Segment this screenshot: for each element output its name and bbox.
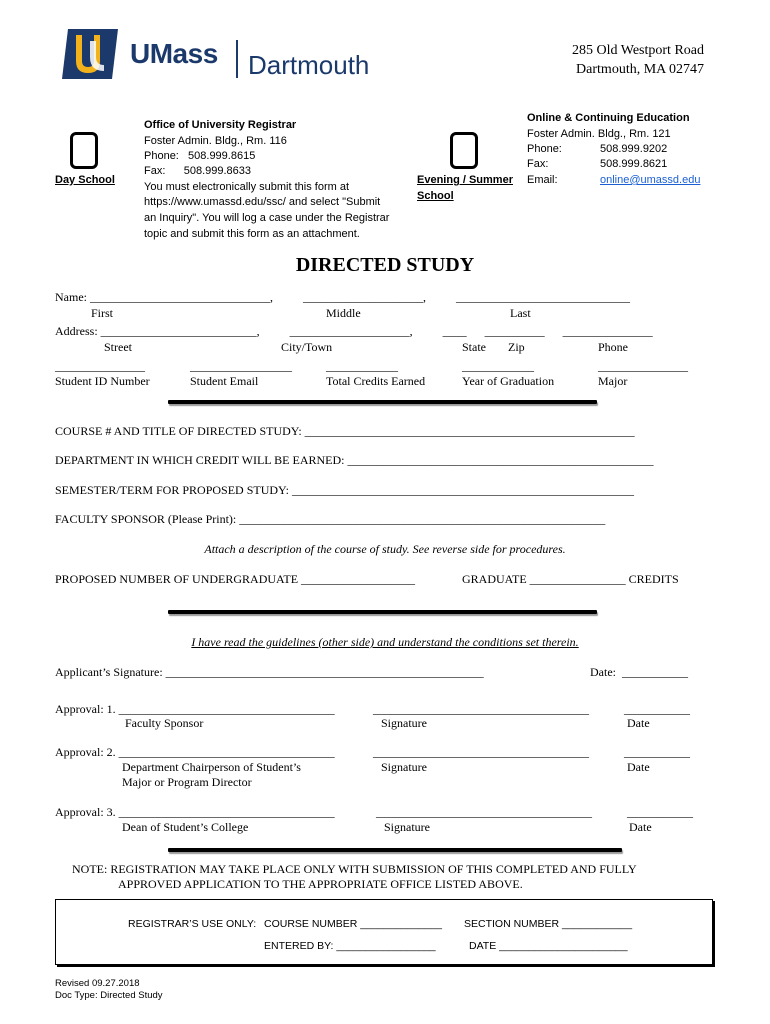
brand-umass: UMass: [130, 38, 218, 69]
approval-3-field[interactable]: Approval: 3. ____________________________________: [55, 805, 335, 819]
umass-logo: [60, 27, 122, 81]
attach-description-note: Attach a description of the course of study. See reverse side for procedures.: [204, 542, 566, 556]
address-line2: Dartmouth, MA 02747: [576, 62, 704, 77]
year-graduation-blank[interactable]: ____________: [462, 359, 534, 373]
registrar-note-3: an Inquiry". You will log a case under the Registrar: [144, 212, 390, 224]
online-fax: 508.999.8621: [600, 158, 668, 170]
address-row: Address: __________________________, ____________________, ____ __________ _______________: [55, 324, 653, 338]
day-school-checkbox[interactable]: [70, 132, 98, 169]
dean-label: Dean of Student’s College: [122, 820, 249, 834]
registrar-fax: Fax: 508.999.8633: [144, 165, 252, 177]
online-phone-label: Phone:: [527, 143, 562, 155]
registrar-use-label: REGISTRAR’S USE ONLY:: [128, 918, 257, 930]
name-row: Name: ______________________________, ____________________, _____________________________: [55, 290, 630, 304]
signature-label-3: Signature: [384, 820, 430, 834]
total-credits-label: Total Credits Earned: [326, 374, 426, 388]
section-number-field[interactable]: SECTION NUMBER ____________: [464, 918, 633, 930]
online-building: Foster Admin. Bldg., Rm. 121: [527, 128, 671, 140]
registrar-use-box: [55, 899, 713, 965]
registrar-title: Office of University Registrar: [144, 119, 297, 131]
brand-dartmouth: Dartmouth: [248, 50, 370, 80]
online-fax-label: Fax:: [527, 158, 549, 170]
chairperson-label-2: Major or Program Director: [122, 775, 252, 789]
divider-rule-1: [168, 400, 597, 404]
major-label: Major: [598, 374, 628, 388]
course-title-field[interactable]: COURSE # AND TITLE OF DIRECTED STUDY: _______________________________________________________: [55, 424, 635, 438]
address-line1: 285 Old Westport Road: [572, 43, 704, 58]
state-label: State: [462, 340, 486, 354]
semester-field[interactable]: SEMESTER/TERM FOR PROPOSED STUDY: _________________________________________________________: [55, 483, 634, 497]
registrar-date-field[interactable]: DATE ______________________: [469, 940, 628, 952]
last-label: Last: [510, 306, 531, 320]
student-id-label: Student ID Number: [55, 374, 150, 388]
divider-rule-3: [168, 848, 622, 852]
registrar-note-1: You must electronically submit this form at: [144, 181, 350, 193]
approval-1-date[interactable]: ___________: [624, 702, 690, 716]
undergraduate-credits-field[interactable]: PROPOSED NUMBER OF UNDERGRADUATE ___________________: [55, 572, 416, 586]
major-blank[interactable]: _______________: [598, 359, 688, 373]
divider-rule-2: [168, 610, 597, 614]
graduate-credits-field[interactable]: GRADUATE ________________ CREDITS: [462, 572, 679, 586]
form-title: DIRECTED STUDY: [295, 254, 475, 276]
entered-by-field[interactable]: ENTERED BY: _________________: [264, 940, 436, 952]
registrar-phone: Phone: 508.999.8615: [144, 150, 256, 162]
course-number-field[interactable]: COURSE NUMBER ______________: [264, 918, 443, 930]
online-email-link[interactable]: online@umassd.edu: [600, 174, 701, 186]
registrar-note-2: https://www.umassd.edu/ssc/ and select "Submit: [144, 196, 381, 208]
guidelines-statement: I have read the guidelines (other side) and understand the conditions set therein.: [191, 635, 579, 649]
date-label-2: Date: [627, 760, 650, 774]
approval-2-field[interactable]: Approval: 2. ____________________________________: [55, 745, 335, 759]
registrar-note-4: topic and submit this form as an attachment.: [144, 228, 360, 240]
year-graduation-label: Year of Graduation: [462, 374, 555, 388]
city-label: City/Town: [281, 340, 333, 354]
approval-3-date[interactable]: ___________: [627, 805, 693, 819]
online-email-label: Email:: [527, 174, 558, 186]
department-field[interactable]: DEPARTMENT IN WHICH CREDIT WILL BE EARNED: ___________________________________________________: [55, 453, 654, 467]
approval-3-signature[interactable]: ____________________________________: [376, 805, 592, 819]
evening-summer-checkbox[interactable]: [450, 132, 478, 169]
brand-divider: [236, 40, 238, 78]
faculty-sponsor-label: Faculty Sponsor: [125, 716, 204, 730]
middle-label: Middle: [326, 306, 361, 320]
online-phone: 508.999.9202: [600, 143, 668, 155]
registration-note-1: NOTE: REGISTRATION MAY TAKE PLACE ONLY WITH SUBMISSION OF THIS COMPLETED AND FULLY: [72, 862, 637, 876]
doc-type: Doc Type: Directed Study: [55, 990, 163, 1001]
street-label: Street: [104, 340, 132, 354]
registration-note-2: APPROVED APPLICATION TO THE APPROPRIATE OFFICE LISTED ABOVE.: [118, 877, 523, 891]
faculty-sponsor-field[interactable]: FACULTY SPONSOR (Please Print): _____________________________________________________________: [55, 512, 606, 526]
approval-2-date[interactable]: ___________: [624, 745, 690, 759]
student-email-blank[interactable]: _________________: [190, 359, 292, 373]
approval-1-signature[interactable]: ____________________________________: [373, 702, 589, 716]
total-credits-blank[interactable]: ____________: [326, 359, 398, 373]
day-school-label: Day School: [55, 174, 115, 186]
student-id-blank[interactable]: _______________: [55, 359, 145, 373]
approval-1-field[interactable]: Approval: 1. ____________________________________: [55, 702, 335, 716]
zip-label: Zip: [508, 340, 525, 354]
date-label-1: Date: [627, 716, 650, 730]
umass-logo-mark: [60, 27, 122, 81]
student-email-label: Student Email: [190, 374, 259, 388]
applicant-signature-field[interactable]: Applicant’s Signature: _____________________________________________________: [55, 665, 484, 679]
evening-summer-label-1: Evening / Summer: [417, 174, 513, 186]
chairperson-label-1: Department Chairperson of Student’s: [122, 760, 301, 774]
first-label: First: [91, 306, 114, 320]
evening-summer-label-2: School: [417, 190, 454, 202]
revised-date: Revised 09.27.2018: [55, 978, 140, 989]
date-label-3: Date: [629, 820, 652, 834]
applicant-date-field[interactable]: Date: ___________: [590, 665, 688, 679]
approval-2-signature[interactable]: ____________________________________: [373, 745, 589, 759]
registrar-building: Foster Admin. Bldg., Rm. 116: [144, 135, 287, 147]
signature-label-1: Signature: [381, 716, 427, 730]
online-title: Online & Continuing Education: [527, 112, 690, 124]
signature-label-2: Signature: [381, 760, 427, 774]
phone-label: Phone: [598, 340, 628, 354]
